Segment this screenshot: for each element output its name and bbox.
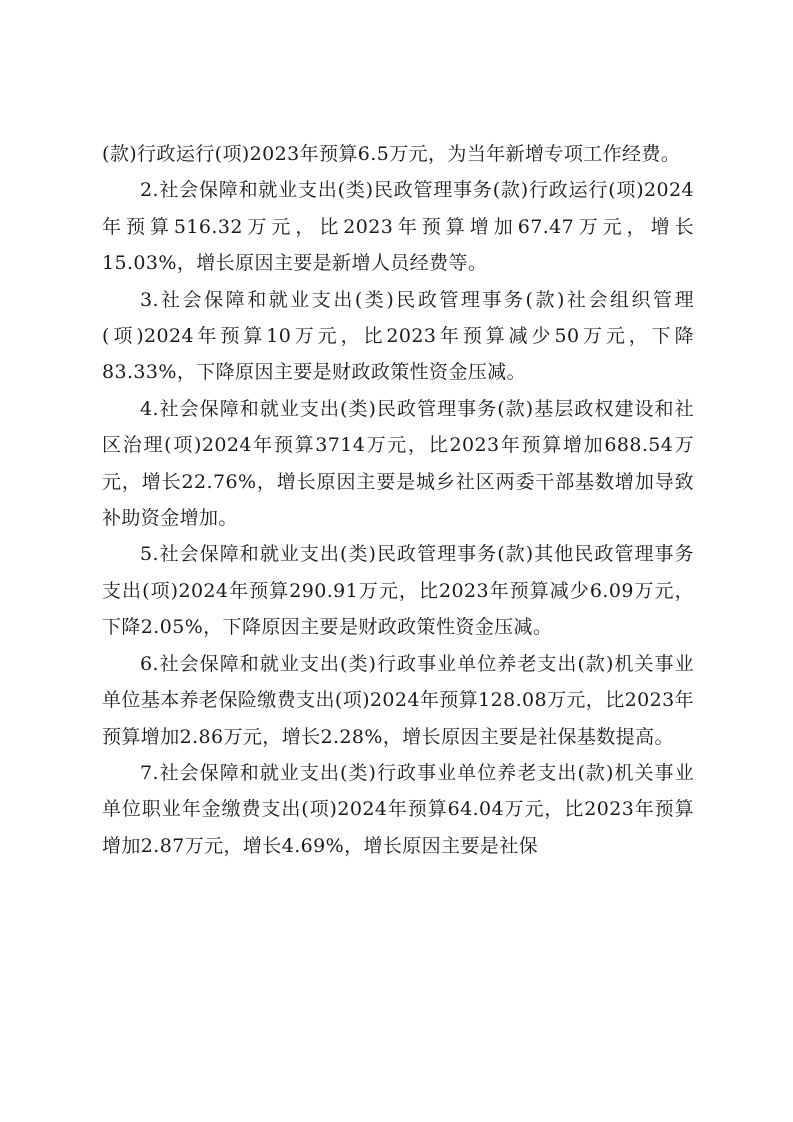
paragraph-item-5: 5.社会保障和就业支出(类)民政管理事务(款)其他民政管理事务支出(项)2024年预算290.91万元，比2023年预算减少6.09万元，下降2.05%，下降原因主要是财政政策性资金压减。 <box>102 543 694 639</box>
paragraph-item-6: 6.社会保障和就业支出(类)行政事业单位养老支出(款)机关事业单位基本养老保险缴费支出(项)2024年预算128.08万元，比2023年预算增加2.86万元，增长2.28%，增长原因主要是社保基数提高。 <box>102 652 694 748</box>
document-body <box>102 136 694 864</box>
paragraph-item-4: 4.社会保障和就业支出(类)民政管理事务(款)基层政权建设和社区治理(项)2024年预算3714万元，比2023年预算增加688.54万元，增长22.76%，增长原因主要是城乡社区两委干部基数增加导致补助资金增加。 <box>102 397 694 530</box>
paragraph-item-7: 7.社会保障和就业支出(类)行政事业单位养老支出(款)机关事业单位职业年金缴费支出(项)2024年预算64.04万元，比2023年预算增加2.87万元，增长4.69%，增长原因主要是社保 <box>102 761 694 857</box>
paragraph-item-2: 2.社会保障和就业支出(类)民政管理事务(款)行政运行(项)2024年预算516.32万元，比2023年预算增加67.47万元，增长15.03%，增长原因主要是新增人员经费等。 <box>102 179 694 275</box>
paragraph-item-3: 3.社会保障和就业支出(类)民政管理事务(款)社会组织管理(项)2024年预算10万元，比2023年预算减少50万元，下降83.33%，下降原因主要是财政政策性资金压减。 <box>102 288 694 384</box>
paragraph-continuation: (款)行政运行(项)2023年预算6.5万元，为当年新增专项工作经费。 <box>102 143 681 165</box>
